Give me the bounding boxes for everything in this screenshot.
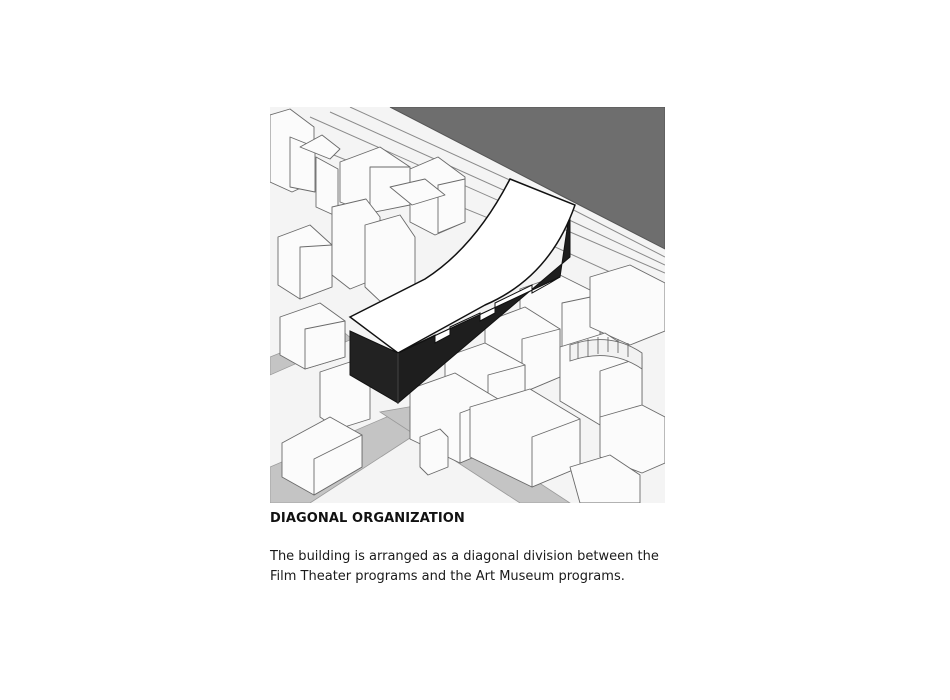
figure-caption [270, 547, 665, 587]
caption-line-2: Film Theater programs and the Art Museum programs. [270, 569, 625, 584]
caption-line-1: The building is arranged as a diagonal division between the [270, 549, 659, 564]
axonometric-site-diagram [270, 107, 665, 503]
figure-title: DIAGONAL ORGANIZATION [270, 511, 465, 526]
